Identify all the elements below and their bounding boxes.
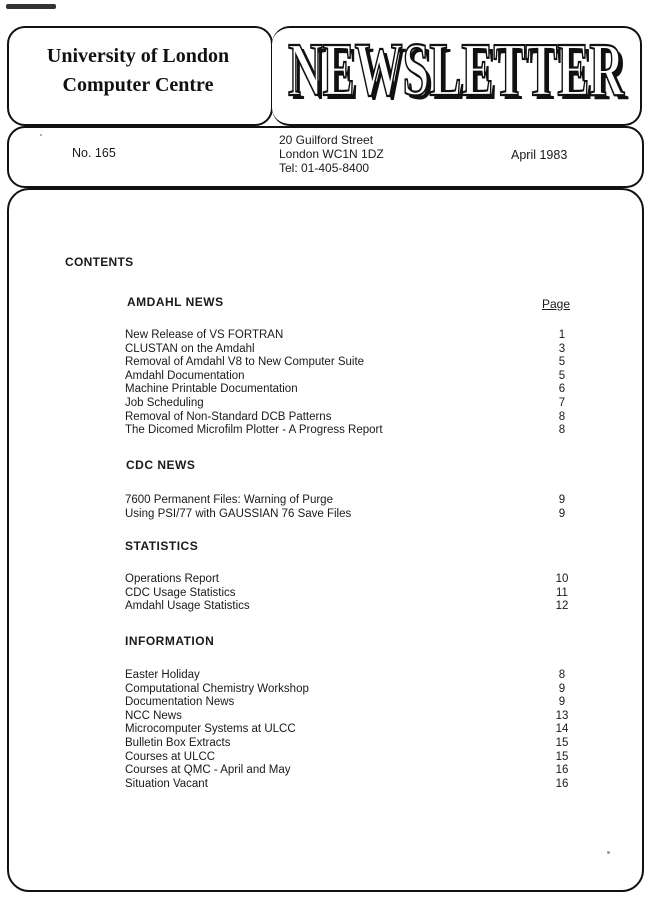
- toc-entry: [125, 507, 566, 522]
- entry-page: 9: [558, 682, 566, 695]
- masthead-title: NEWSLETTER: [288, 30, 625, 112]
- entry-page: 11: [556, 586, 568, 599]
- toc-entry: [125, 342, 566, 357]
- institution-name: [7, 42, 269, 100]
- entry-page: 8: [558, 424, 566, 437]
- masthead-shadow: NEWSLETTER: [292, 32, 629, 116]
- entry-title: NCC News: [125, 709, 182, 722]
- toc-entry: [125, 777, 569, 792]
- entry-title: Removal of Non-Standard DCB Patterns: [125, 410, 332, 423]
- entry-page: 9: [558, 696, 566, 709]
- entry-page: 8: [558, 410, 566, 423]
- toc-entry: [125, 682, 566, 697]
- section-statistics: [125, 539, 569, 614]
- entry-title: Amdahl Documentation: [125, 369, 245, 382]
- entry-page: 3: [558, 342, 566, 355]
- masthead-svg: [274, 30, 638, 116]
- entry-title: 7600 Permanent Files: Warning of Purge: [125, 494, 333, 506]
- entry-title: Amdahl Usage Statistics: [125, 600, 250, 613]
- toc-entry: [125, 494, 566, 508]
- entry-page: 14: [555, 723, 569, 736]
- entry-page: 16: [555, 764, 569, 777]
- entry-page: 15: [555, 750, 569, 763]
- section-title: CDC NEWS: [126, 458, 196, 472]
- toc-entry: [125, 586, 568, 601]
- toc-entry: [125, 764, 569, 778]
- entry-page: 5: [558, 369, 566, 382]
- issue-date: April 1983: [511, 148, 568, 162]
- entry-page: 12: [555, 600, 569, 613]
- entry-title: The Dicomed Microfilm Plotter - A Progress Report: [125, 424, 383, 437]
- toc-entry: [125, 383, 566, 397]
- entry-title: Computational Chemistry Workshop: [125, 682, 309, 695]
- entry-title: Bulletin Box Extracts: [125, 736, 231, 749]
- contents-panel: [7, 188, 644, 892]
- toc-entry: [125, 723, 569, 737]
- toc-entry: [125, 573, 569, 587]
- toc-entry: [125, 424, 566, 438]
- contents-heading: CONTENTS: [65, 255, 134, 269]
- section-title: STATISTICS: [125, 539, 199, 553]
- toc-entry: [125, 736, 569, 751]
- address-line: Tel: 01-405-8400: [279, 161, 370, 175]
- toc-entry: [125, 709, 569, 724]
- entry-page: 1: [558, 329, 566, 341]
- entry-title: Courses at ULCC: [125, 750, 216, 763]
- toc-entry: [125, 329, 566, 343]
- entry-title: Machine Printable Documentation: [125, 383, 298, 396]
- issue-number: No. 165: [72, 146, 116, 160]
- institution-line-1: University of London: [46, 45, 230, 67]
- entry-page: 15: [555, 736, 569, 749]
- entry-page: 7: [558, 396, 566, 409]
- section-title: AMDAHL NEWS: [127, 295, 224, 309]
- toc-entry: [125, 369, 566, 384]
- entry-page: 16: [555, 777, 569, 790]
- entry-title: Job Scheduling: [125, 396, 204, 409]
- entry-title: CLUSTAN on the Amdahl: [125, 342, 255, 355]
- section-title: INFORMATION: [125, 634, 215, 648]
- institution-line-2: Computer Centre: [62, 74, 214, 96]
- entry-title: Courses at QMC - April and May: [125, 764, 291, 777]
- address-line: 20 Guilford Street: [279, 133, 374, 147]
- toc-entry: [125, 750, 569, 765]
- entry-page: 13: [555, 709, 569, 722]
- toc-entry: [125, 600, 569, 614]
- section-cdc-news: [125, 458, 566, 521]
- entry-title: Situation Vacant: [125, 777, 208, 790]
- entry-page: 5: [558, 356, 566, 369]
- toc-entry: [125, 396, 566, 411]
- entry-title: Removal of Amdahl V8 to New Computer Suite: [125, 356, 365, 369]
- toc-entry: [125, 669, 566, 683]
- address-line: London WC1N 1DZ: [279, 147, 384, 161]
- entry-title: Documentation News: [125, 696, 235, 709]
- scan-speck: [40, 134, 42, 136]
- entry-page: 6: [558, 383, 566, 396]
- entry-page: 10: [555, 573, 569, 585]
- entry-title: Microcomputer Systems at ULCC: [125, 723, 296, 736]
- page-column-heading: Page: [542, 297, 571, 311]
- entry-page: 9: [558, 507, 566, 520]
- entry-title: Easter Holiday: [125, 669, 200, 681]
- entry-title: Using PSI/77 with GAUSSIAN 76 Save Files: [125, 507, 352, 520]
- section-information: [125, 634, 569, 791]
- entry-page: 8: [558, 669, 566, 681]
- toc-entry: [125, 356, 566, 370]
- entry-page: 9: [558, 494, 566, 506]
- scan-speck: [607, 851, 610, 854]
- entry-title: Operations Report: [125, 573, 219, 585]
- newsletter-masthead: [274, 30, 638, 116]
- toc-entry: [125, 696, 566, 710]
- address-block: [279, 133, 384, 175]
- entry-title: New Release of VS FORTRAN: [125, 329, 284, 341]
- tape-mark: [6, 4, 56, 9]
- entry-title: CDC Usage Statistics: [125, 586, 236, 599]
- toc-entry: [125, 410, 566, 425]
